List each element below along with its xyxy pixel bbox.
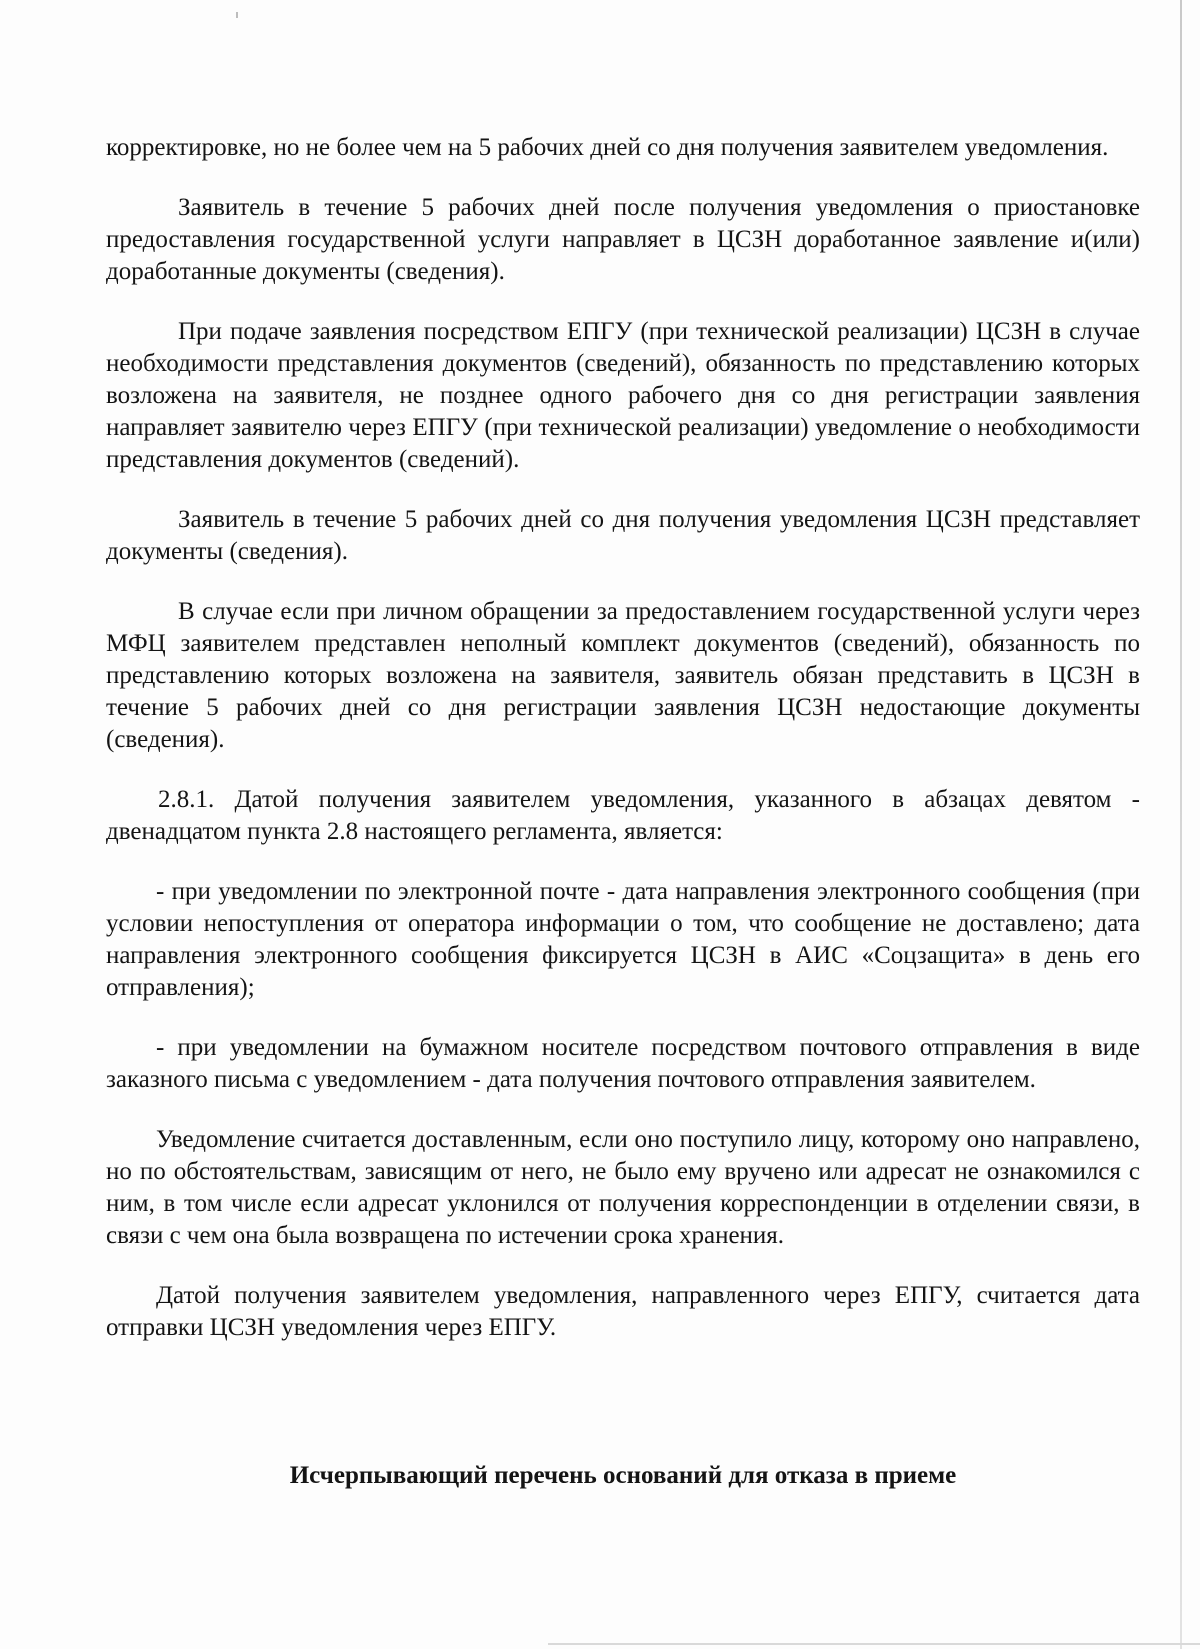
paragraph-mfc-incomplete: В случае если при личном обращении за предоставлением государственной услуги через МФЦ заявителем представлен неполный комплект документов (сведений), обязанность по представлению которых возложена на заявителя, заявитель обязан представить в ЦСЗН в течение 5 рабочих дней со дня регистрации заявления ЦСЗН недостающие документы (сведения). [106,598,1140,753]
paragraph-2-8-1: 2.8.1. Датой получения заявителем уведомления, указанного в абзацах девятом - двенадцатом пункта 2.8 настоящего регламента, является: [106,786,1140,845]
list-item-postal-notification: - при уведомлении на бумажном носителе посредством почтового отправления в виде заказного письма с уведомлением - дата получения почтового отправления заявителем. [106,1034,1140,1093]
list-item-email-notification: - при уведомлении по электронной почте - дата направления электронного сообщения (при условии непоступления от оператора информации о том, что сообщение не доставлено; дата направления электронного сообщения фиксируется ЦСЗН в АИС «Соцзащита» в день его отправления); [106,878,1140,1001]
paragraph-epgu-submission: При подаче заявления посредством ЕПГУ (при технической реализации) ЦСЗН в случае необходимости представления документов (сведений), обязанность по представлению которых возложена на заявителя, не позднее одного рабочего дня со дня регистрации заявления направляет заявителю через ЕПГУ (при технической реализации) уведомление о необходимости представления документов (сведений). [106,318,1140,473]
scan-bottom-edge [548,1643,1200,1645]
paragraph-notification-delivered: Уведомление считается доставленным, если оно поступило лицу, которому оно направлено, но по обстоятельствам, зависящим от него, не было ему вручено или адресат не ознакомился с ним, в том числе если адресат уклонился от получения корреспонденции в отделении связи, в связи с чем она была возвращена по истечении срока хранения. [106,1126,1140,1249]
paragraph-continuation: корректировке, но не более чем на 5 рабочих дней со дня получения заявителем уведомления. [106,134,1109,161]
section-heading: Исчерпывающий перечень оснований для отказа в приеме [289,1462,957,1489]
scan-artifact [236,12,238,18]
paragraph-epgu-notification-date: Датой получения заявителем уведомления, направленного через ЕПГУ, считается дата отправки ЦСЗН уведомления через ЕПГУ. [106,1282,1140,1341]
scan-edge-line [1180,0,1182,1649]
paragraph-applicant-revision: Заявитель в течение 5 рабочих дней после получения уведомления о приостановке предоставления государственной услуги направляет в ЦСЗН доработанное заявление и(или) доработанные документы (сведения). [106,194,1140,285]
paragraph-applicant-documents: Заявитель в течение 5 рабочих дней со дня получения уведомления ЦСЗН представляет документы (сведения). [106,506,1140,565]
document-body [106,132,1140,1372]
